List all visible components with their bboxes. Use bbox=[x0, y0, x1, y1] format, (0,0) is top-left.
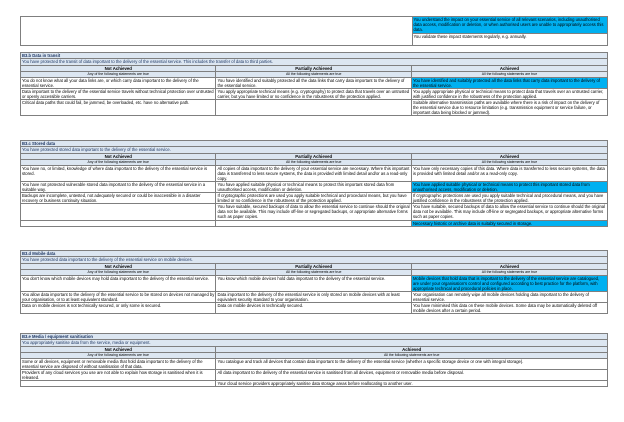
section-title: B3.b Data in transit bbox=[21, 53, 608, 59]
header-achieved: Achieved bbox=[411, 264, 607, 270]
table-cell: You have only necessary copies of this data. Where data is transferred to less secure systems, the data is provided with limited detail and/or as a read-only copy. bbox=[411, 165, 607, 181]
header-partially-achieved: Partially Achieved bbox=[216, 66, 411, 72]
table-cell: You allow data important to the delivery of the essential service to be stored on devices not managed by your organisation, or to at least equivalent standard. bbox=[22, 291, 215, 302]
top-block bbox=[20, 16, 608, 46]
table-cell: You have applied suitable physical or technical means to protect this important stored data from unauthorised access, modification or deletion. bbox=[411, 181, 607, 192]
table-row bbox=[21, 220, 608, 226]
section-data-in-transit bbox=[20, 52, 608, 116]
table-cell: You don't know which mobile devices may hold data important to the delivery of the essential service. bbox=[21, 275, 216, 291]
subheader-all: All the following statements are true bbox=[411, 270, 607, 275]
section-title: B3.c Stored data bbox=[21, 141, 608, 147]
table-cell: You catalogue and track all devices that contain data important to the delivery of the essential service (whether a specific storage device or one with integral storage). bbox=[216, 358, 608, 369]
table-row bbox=[21, 77, 608, 88]
subheader-all: All the following statements are true bbox=[411, 72, 607, 77]
subheader-any: Any of the following statements are true bbox=[21, 72, 216, 77]
table-cell: You apply appropriate physical or technical means to protect data that travels over an untrusted carrier, with justified confidence in the robustness of the protection applied. bbox=[411, 88, 607, 99]
table-row bbox=[21, 303, 608, 314]
top-blank-cell bbox=[21, 17, 413, 46]
table-cell: Data important to the delivery of the essential service travels without technical protection over untrusted or openly accessible carriers. bbox=[21, 88, 216, 99]
table-row bbox=[21, 369, 608, 380]
table-cell: You apply appropriate technical means (e.g. cryptography) to protect data that travels over an untrusted carrier, but you have limited or no confidence in the robustness of the protection applied. bbox=[216, 88, 411, 99]
table-cell: You know which mobile devices hold data important to the delivery of the essential service. bbox=[216, 275, 411, 291]
top-table bbox=[20, 16, 608, 46]
table-row bbox=[21, 88, 608, 99]
subheader-all: All the following statements are true bbox=[216, 270, 411, 275]
section-table bbox=[20, 52, 608, 116]
table-cell: You have identified and suitably protected all the data links that carry data important to the delivery of the essential service. bbox=[411, 77, 607, 88]
section-stored-data bbox=[20, 140, 608, 227]
top-cell: You validate these impact statements regularly, e.g. annually. bbox=[412, 34, 607, 46]
section-mobile-data bbox=[20, 250, 608, 314]
table-cell: If cryptographic protections are used you apply suitable technical and procedural means, but you have limited or no confidence in the robustness of the protection applied. bbox=[216, 193, 411, 204]
section-intro-row bbox=[21, 257, 608, 264]
header-not-achieved: Not Achieved bbox=[21, 347, 216, 353]
table-row bbox=[21, 275, 608, 291]
table-cell: Providers of any cloud services you use are not able to explain how storage is sanitised when it is released. bbox=[21, 369, 216, 380]
table-row bbox=[21, 358, 608, 369]
section-intro: You have protected the transit of data important to the delivery of the essential service. This includes the transfer of data to third parties. bbox=[21, 59, 608, 66]
table-cell: You have identified and suitably protected all the data links that carry data important to the delivery of the essential service. bbox=[216, 77, 411, 88]
top-row bbox=[21, 17, 608, 34]
table-row bbox=[21, 165, 608, 181]
subheader-all: All the following statements are true bbox=[216, 160, 411, 165]
table-cell bbox=[216, 99, 411, 115]
table-cell: You have minimised this data on these mobile devices. Some data may be automatically deleted off mobile devices after a certain period. bbox=[411, 303, 607, 314]
table-cell: You have not protected vulnerable stored data important to the delivery of the essential service in a suitable way. bbox=[21, 181, 216, 192]
section-table bbox=[20, 140, 608, 227]
subheader-all: All the following statements are true bbox=[216, 72, 411, 77]
section-intro: You have protected data important to the delivery of the essential service on mobile devices. bbox=[21, 257, 608, 264]
table-row bbox=[21, 380, 608, 386]
table-cell bbox=[21, 204, 216, 220]
section-intro-row bbox=[21, 147, 608, 154]
table-cell: All data important to the delivery of the essential service is sanitised from all devices, equipment or removable media before disposal. bbox=[216, 369, 608, 380]
table-row bbox=[21, 99, 608, 115]
table-cell: If cryptographic protections are used you apply suitable technical and procedural means, and you have justified confidence in the robustness of the protection applied. bbox=[411, 193, 607, 204]
table-cell bbox=[21, 380, 216, 386]
table-cell: Data on mobile devices is not technically secured, or only some is secured. bbox=[21, 303, 216, 314]
table-cell: Some or all devices, equipment or removable media that hold data important to the delivery of the essential service are disposed of without sanitisation of that data. bbox=[21, 358, 216, 369]
header-partially-achieved: Partially Achieved bbox=[216, 264, 411, 270]
top-cell: You understand the impact on your essential service of all relevant scenarios, including unauthorised data access, modification or deletion, or when authorised users are unable to appropriately access this data. bbox=[412, 17, 607, 34]
table-row bbox=[21, 204, 608, 220]
table-cell bbox=[216, 220, 411, 226]
table-cell: Critical data paths that could fail, be jammed, be overloaded, etc. have no alternative path. bbox=[21, 99, 216, 115]
subheader-all: All the following statements are true bbox=[216, 353, 608, 358]
header-not-achieved: Not Achieved bbox=[21, 66, 216, 72]
section-title: B3.e Media / equipment sanitisation bbox=[21, 334, 608, 340]
column-subheader-row bbox=[21, 72, 608, 77]
column-subheader-row bbox=[21, 270, 608, 275]
header-achieved: Achieved bbox=[411, 66, 607, 72]
table-cell: Mobile devices that hold data that is important to the delivery of the essential service are catalogued, are under your organisation's control and configured according to best practice for the platform, with appropriate technical and procedural policies in place. bbox=[411, 275, 607, 291]
table-row bbox=[21, 193, 608, 204]
table-row bbox=[21, 291, 608, 302]
section-table bbox=[20, 250, 608, 314]
table-cell: Data on mobile devices is technically secured. bbox=[216, 303, 411, 314]
table-cell: Your organisation can remotely wipe all mobile devices holding data important to the delivery of essential service. bbox=[411, 291, 607, 302]
subheader-any: Any of the following statements are true bbox=[21, 160, 216, 165]
section-media-sanitisation bbox=[20, 333, 608, 387]
header-not-achieved: Not Achieved bbox=[21, 264, 216, 270]
header-achieved: Achieved bbox=[216, 347, 608, 353]
table-cell: Backups are incomplete, untested, not adequately secured or could be inaccessible in a disaster recovery or business continuity situation. bbox=[21, 193, 216, 204]
table-cell: Necessary historic or archive data is suitably secured in storage. bbox=[411, 220, 607, 226]
section-title: B3.d Mobile data bbox=[21, 251, 608, 257]
header-achieved: Achieved bbox=[411, 154, 607, 160]
section-intro-row bbox=[21, 59, 608, 66]
header-not-achieved: Not Achieved bbox=[21, 154, 216, 160]
section-intro: You appropriately sanitise data from the service, media or equipment. bbox=[21, 340, 608, 347]
table-cell: Your cloud service providers appropriately sanitise data storage areas before reallocating to another user. bbox=[216, 380, 608, 386]
table-cell: Data important to the delivery of the essential service is only stored on mobile devices with at least equivalent security standard to your organisation. bbox=[216, 291, 411, 302]
table-cell: You have no, or limited, knowledge of where data important to the delivery of the essential service is stored. bbox=[21, 165, 216, 181]
section-intro: You have protected stored data important to the delivery of the essential service. bbox=[21, 147, 608, 154]
section-intro-row bbox=[21, 340, 608, 347]
table-cell: All copies of data important to the delivery of your essential service are necessary. Where this important data is transferred to less secure systems, the data is provided with limited detail and/or as a read-only copy. bbox=[216, 165, 411, 181]
table-cell: You have suitable, secured backups of data to allow the essential service to continue should the original data not be available. This may include off-line or segregated backups, or appropriate alternative forms such as paper copies. bbox=[217, 204, 410, 220]
table-cell: You have suitable, secured backups of data to allow the essential service to continue should the original data not be available. This may include off-line or segregated backups, or appropriate alternative forms such as paper copies. bbox=[411, 204, 607, 220]
header-partially-achieved: Partially Achieved bbox=[216, 154, 411, 160]
column-subheader-row bbox=[21, 160, 608, 165]
table-row bbox=[21, 181, 608, 192]
subheader-any: Any of the following statements are true bbox=[21, 270, 216, 275]
table-cell: Suitable alternative transmission paths are available where there is a risk of impact on the delivery of the essential service due to resource limitation (e.g. transmission equipment or service failure, or important data being blocked or jammed). bbox=[411, 99, 607, 115]
table-cell: You have applied suitable physical or technical means to protect this important stored data from unauthorised access, modification or deletion. bbox=[216, 181, 411, 192]
section-table bbox=[20, 333, 608, 387]
table-cell bbox=[21, 220, 216, 226]
subheader-all: All the following statements are true bbox=[411, 160, 607, 165]
subheader-any: Any of the following statements are true bbox=[21, 353, 216, 358]
table-cell: You do not know what all your data links are, or which carry data important to the delivery of the essential service. bbox=[21, 77, 216, 88]
